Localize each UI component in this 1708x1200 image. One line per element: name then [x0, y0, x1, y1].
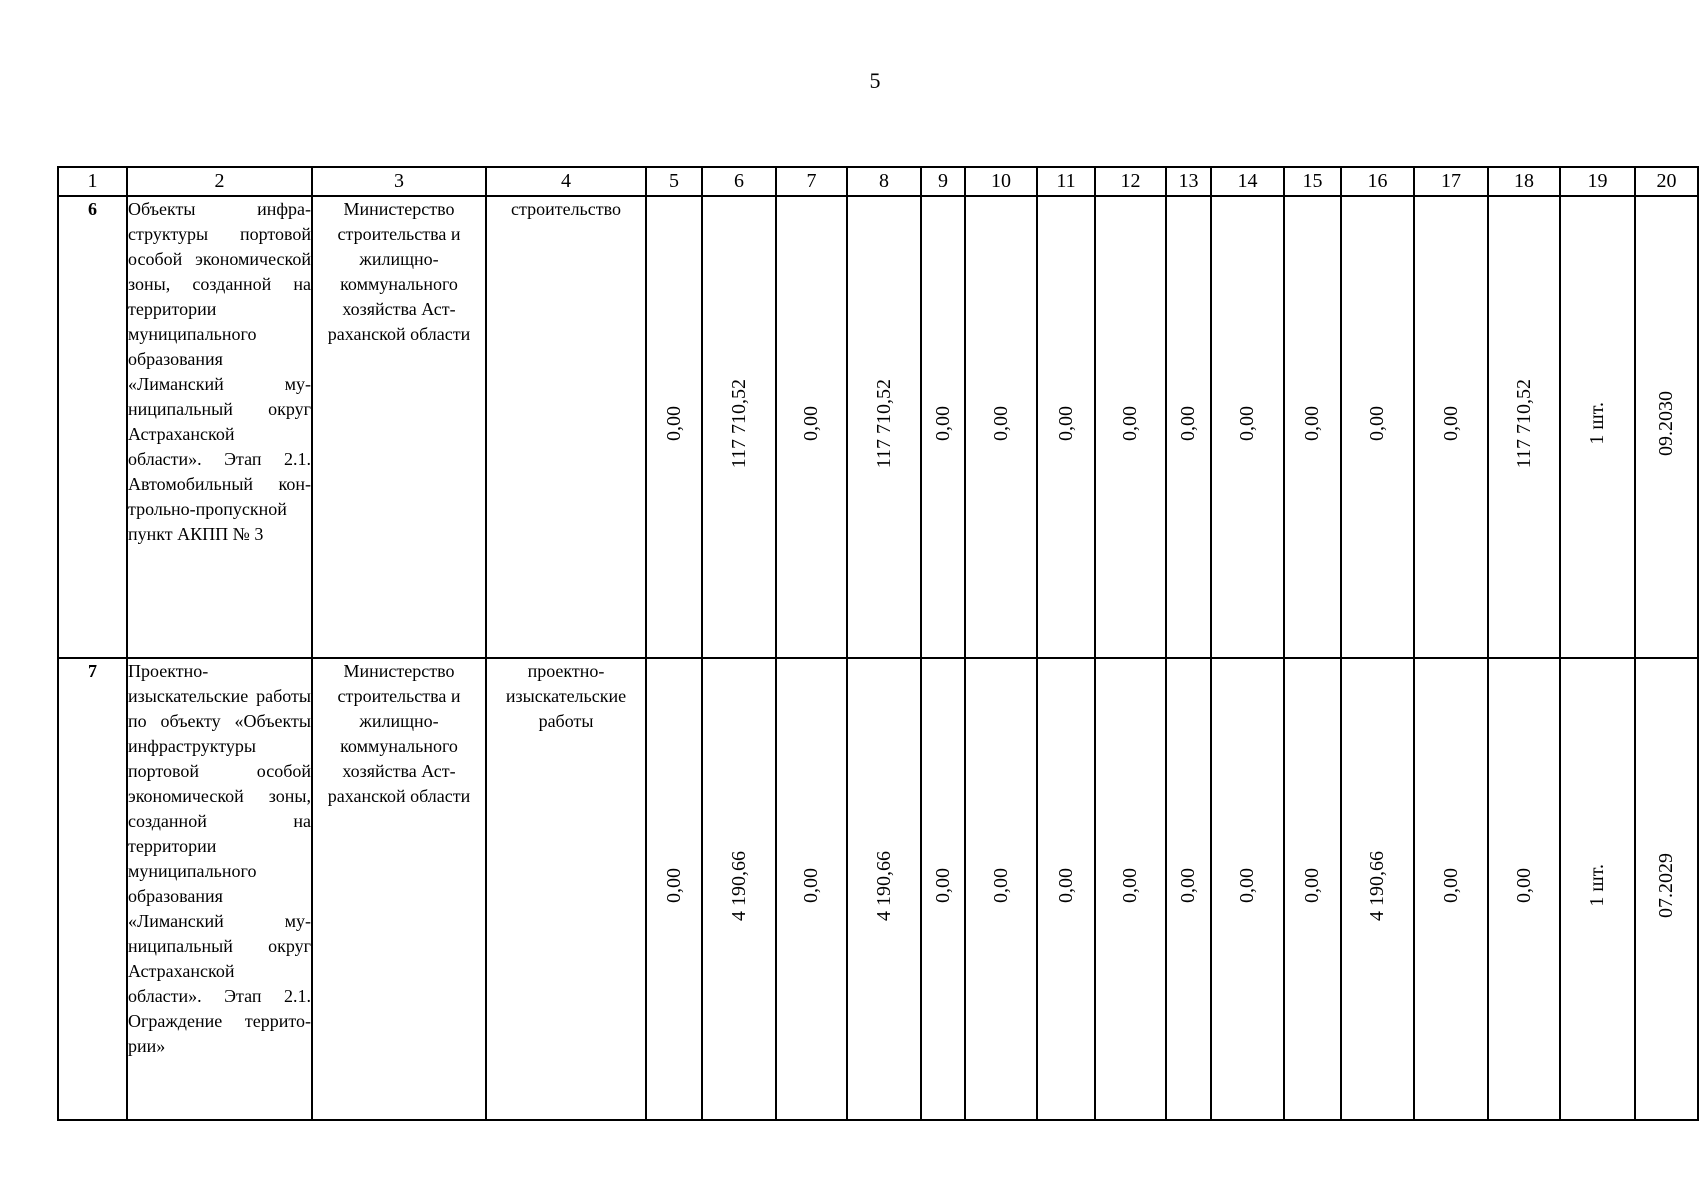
value-text: 4 190,66 — [872, 850, 895, 921]
column-header: 7 — [776, 167, 847, 196]
value-text: 117 710,52 — [727, 378, 750, 469]
value-cell — [1284, 196, 1341, 658]
value-cell — [965, 658, 1037, 1120]
value-text: 0,00 — [1119, 868, 1141, 903]
value-cell — [1488, 196, 1560, 658]
responsible-organization: Министерство строительства и жилищно-коммунального хозяйства Астраханской области — [312, 196, 486, 658]
column-header: 17 — [1414, 167, 1488, 196]
column-header: 8 — [847, 167, 921, 196]
value-cell — [1211, 196, 1284, 658]
column-header: 16 — [1341, 167, 1414, 196]
column-header: 20 — [1635, 167, 1698, 196]
value-cell — [646, 196, 702, 658]
value-cell — [1414, 196, 1488, 658]
value-text: 0,00 — [662, 406, 685, 441]
value-text: 0,00 — [1512, 868, 1535, 903]
value-cell — [1166, 196, 1211, 658]
value-text: 0,00 — [1054, 868, 1077, 903]
value-text: 0,00 — [1439, 406, 1462, 441]
value-text: 4 190,66 — [1366, 850, 1388, 921]
table-row — [58, 658, 1698, 1120]
object-name: Объекты инфраструктуры портовой особой экономической зоны, созданной на территории муниципального образования «Лиманский муниципальный округ Астраханской области». Этап 2.1. Автомобильный контрольно-пропускной пункт АКПП № 3 — [127, 196, 312, 658]
responsible-organization: Министерство строительства и жилищно-коммунального хозяйства Астраханской области — [312, 658, 486, 1120]
value-text: 0,00 — [989, 406, 1012, 441]
column-header: 3 — [312, 167, 486, 196]
value-text: 0,00 — [1439, 868, 1462, 903]
value-text: 0,00 — [1301, 868, 1323, 903]
value-text: 1 шт. — [1586, 402, 1608, 445]
value-text: 0,00 — [1177, 868, 1199, 903]
column-header: 18 — [1488, 167, 1560, 196]
value-cell — [1341, 196, 1414, 658]
value-cell — [702, 196, 776, 658]
table-row — [58, 196, 1698, 658]
value-cell — [1341, 658, 1414, 1120]
value-text: 0,00 — [1366, 406, 1388, 441]
value-text: 07.2029 — [1655, 853, 1677, 918]
value-cell — [1560, 658, 1635, 1120]
value-cell — [702, 658, 776, 1120]
value-cell — [921, 658, 965, 1120]
value-cell — [1037, 658, 1095, 1120]
value-cell — [1095, 196, 1166, 658]
column-header: 15 — [1284, 167, 1341, 196]
value-text: 1 шт. — [1586, 864, 1608, 907]
header-row — [58, 167, 1698, 196]
value-text: 0,00 — [1119, 406, 1141, 441]
value-cell — [1166, 658, 1211, 1120]
value-cell — [965, 196, 1037, 658]
column-header: 5 — [646, 167, 702, 196]
value-cell — [776, 658, 847, 1120]
row-number: 7 — [58, 658, 127, 1120]
value-cell — [1037, 196, 1095, 658]
value-text: 0,00 — [800, 406, 822, 441]
value-cell — [1560, 196, 1635, 658]
value-cell — [1488, 658, 1560, 1120]
value-text: 117 710,52 — [872, 378, 895, 469]
value-cell — [847, 196, 921, 658]
value-cell — [1635, 196, 1698, 658]
value-text: 0,00 — [662, 868, 685, 903]
column-header: 10 — [965, 167, 1037, 196]
column-header: 9 — [921, 167, 965, 196]
value-text: 0,00 — [931, 406, 954, 441]
value-cell — [1284, 658, 1341, 1120]
value-text: 0,00 — [1054, 406, 1077, 441]
column-header: 12 — [1095, 167, 1166, 196]
value-text: 0,00 — [1301, 406, 1323, 441]
value-cell — [1211, 658, 1284, 1120]
value-text: 117 710,52 — [1512, 378, 1535, 469]
column-header: 6 — [702, 167, 776, 196]
work-type: проектно-изыскательские работы — [486, 658, 646, 1120]
value-cell — [847, 658, 921, 1120]
value-cell — [646, 658, 702, 1120]
object-name: Проектно-изыскательские работы по объекту «Объекты инфраструктуры портовой особой экономической зоны, созданной на территории муниципального образования «Лиманский муниципальный округ Астраханской области». Этап 2.1. Ограждение территории» — [127, 658, 312, 1120]
value-cell — [776, 196, 847, 658]
work-type: строительство — [486, 196, 646, 658]
value-text: 4 190,66 — [727, 850, 750, 921]
value-text: 0,00 — [1236, 406, 1258, 441]
row-number: 6 — [58, 196, 127, 658]
value-text: 0,00 — [1177, 406, 1199, 441]
column-header: 13 — [1166, 167, 1211, 196]
value-cell — [1635, 658, 1698, 1120]
column-header: 2 — [127, 167, 312, 196]
value-text: 0,00 — [931, 868, 954, 903]
data-table — [57, 166, 1699, 1121]
value-text: 09.2030 — [1655, 391, 1677, 456]
column-header: 19 — [1560, 167, 1635, 196]
column-header: 1 — [58, 167, 127, 196]
value-cell — [921, 196, 965, 658]
value-cell — [1095, 658, 1166, 1120]
column-header: 11 — [1037, 167, 1095, 196]
page-number: 5 — [869, 68, 881, 93]
value-cell — [1414, 658, 1488, 1120]
column-header: 4 — [486, 167, 646, 196]
value-text: 0,00 — [1236, 868, 1258, 903]
column-header: 14 — [1211, 167, 1284, 196]
value-text: 0,00 — [800, 868, 822, 903]
value-text: 0,00 — [989, 868, 1012, 903]
